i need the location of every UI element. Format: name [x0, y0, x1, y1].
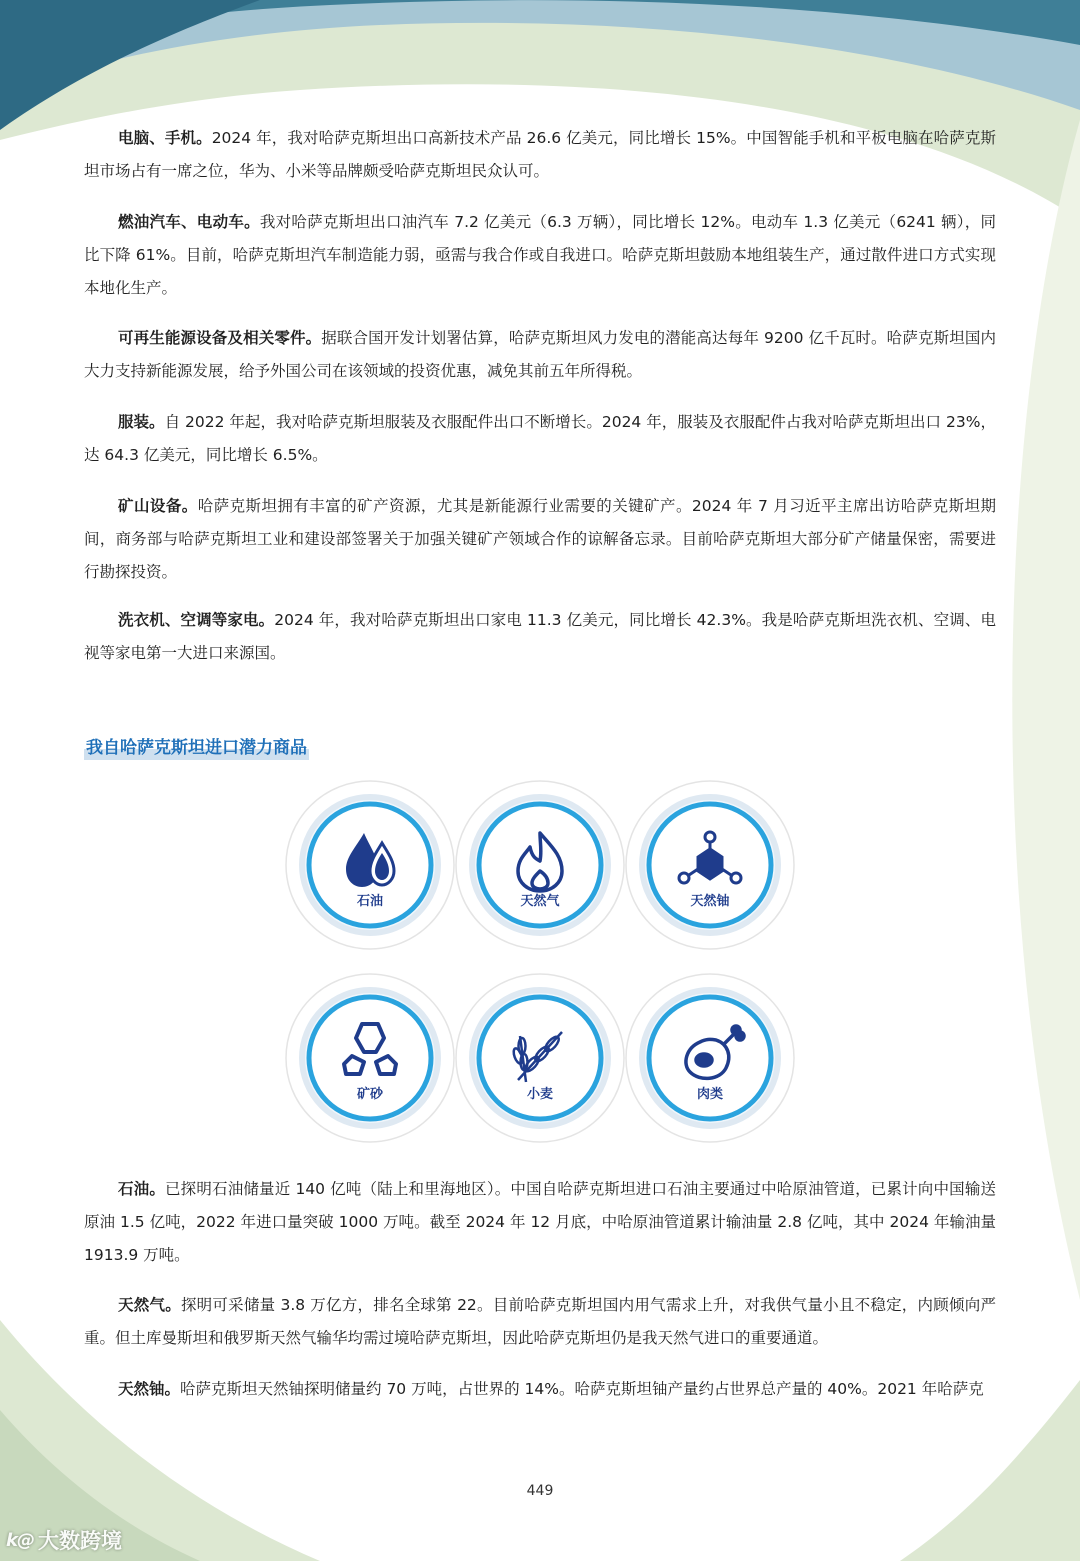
import-products-diagram [280, 770, 800, 1150]
product-oil [286, 781, 454, 949]
product-meat [626, 974, 794, 1142]
watermark-logo: k@ [6, 1529, 34, 1551]
product-label: 肉类 [696, 1087, 724, 1102]
product-natural-gas [456, 781, 624, 949]
watermark [6, 1525, 122, 1555]
product-label: 石油 [356, 894, 384, 909]
paragraph-appliances: 洗衣机、空调等家电。2024 年，我对哈萨克斯坦出口家电 11.3 亿美元，同比增长 42.3%。我是哈萨克斯坦洗衣机、空调、电视等家电第一大进口来源国。 [84, 611, 996, 662]
section-title: 我自哈萨克斯坦进口潜力商品 [86, 738, 307, 758]
product-label: 矿砂 [356, 1087, 384, 1102]
paragraph-apparel: 服装。自 2022 年起，我对哈萨克斯坦服装及衣服配件出口不断增长。2024 年，服装及衣服配件占我对哈萨克斯坦出口 23%，达 64.3 亿美元，同比增长 6.5%。 [84, 413, 996, 464]
paragraph-oil: 石油。已探明石油储量近 140 亿吨（陆上和里海地区）。中国自哈萨克斯坦进口石油主要通过中哈原油管道，已累计向中国输送原油 1.5 亿吨，2022 年进口量突破 1000 万吨。截至 2024 年 12 月底，中哈原油管道累计输油量 2.8 亿吨，其中 2024 年输油量 1913.9 万吨。 [84, 1180, 996, 1264]
product-label: 天然铀 [690, 894, 730, 909]
product-ore [286, 974, 454, 1142]
paragraph-mining-equipment: 矿山设备。哈萨克斯坦拥有丰富的矿产资源，尤其是新能源行业需要的关键矿产。2024 年 7 月习近平主席出访哈萨克斯坦期间，商务部与哈萨克斯坦工业和建设部签署关于加强关键矿产领域合作的谅解备忘录。目前哈萨克斯坦大部分矿产储量保密，需要进行勘探投资。 [84, 497, 996, 581]
paragraph-uranium: 天然铀。哈萨克斯坦天然铀探明储量约 70 万吨，占世界的 14%。哈萨克斯坦铀产量约占世界总产量的 40%。2021 年哈萨克 [118, 1380, 984, 1398]
product-label: 小麦 [526, 1087, 554, 1102]
paragraph-renewables: 可再生能源设备及相关零件。据联合国开发计划署估算，哈萨克斯坦风力发电的潜能高达每年 9200 亿千瓦时。哈萨克斯坦国内大力支持新能源发展，给予外国公司在该领域的投资优惠，减免其前五年所得税。 [84, 329, 996, 380]
watermark-text: 大数跨境 [37, 1529, 122, 1553]
paragraph-vehicles: 燃油汽车、电动车。我对哈萨克斯坦出口油汽车 7.2 亿美元（6.3 万辆），同比增长 12%。电动车 1.3 亿美元（6241 辆），同比下降 61%。目前，哈萨克斯坦汽车制造能力弱，亟需与我合作或自我进口。哈萨克斯坦鼓励本地组装生产，通过散件进口方式实现本地化生产。 [84, 213, 996, 297]
product-label: 天然气 [520, 894, 560, 909]
page-number: 449 [526, 1483, 554, 1499]
paragraph-computers: 电脑、手机。2024 年，我对哈萨克斯坦出口高新技术产品 26.6 亿美元，同比增长 15%。中国智能手机和平板电脑在哈萨克斯坦市场占有一席之位，华为、小米等品牌颇受哈萨克斯坦民众认可。 [84, 129, 996, 180]
product-uranium [626, 781, 794, 949]
product-wheat [456, 974, 624, 1142]
paragraph-natural-gas: 天然气。探明可采储量 3.8 万亿方，排名全球第 22。目前哈萨克斯坦国内用气需求上升，对我供气量小且不稳定，内顾倾向严重。但土库曼斯坦和俄罗斯天然气输华均需过境哈萨克斯坦，因此哈萨克斯坦仍是我天然气进口的重要通道。 [84, 1296, 996, 1347]
